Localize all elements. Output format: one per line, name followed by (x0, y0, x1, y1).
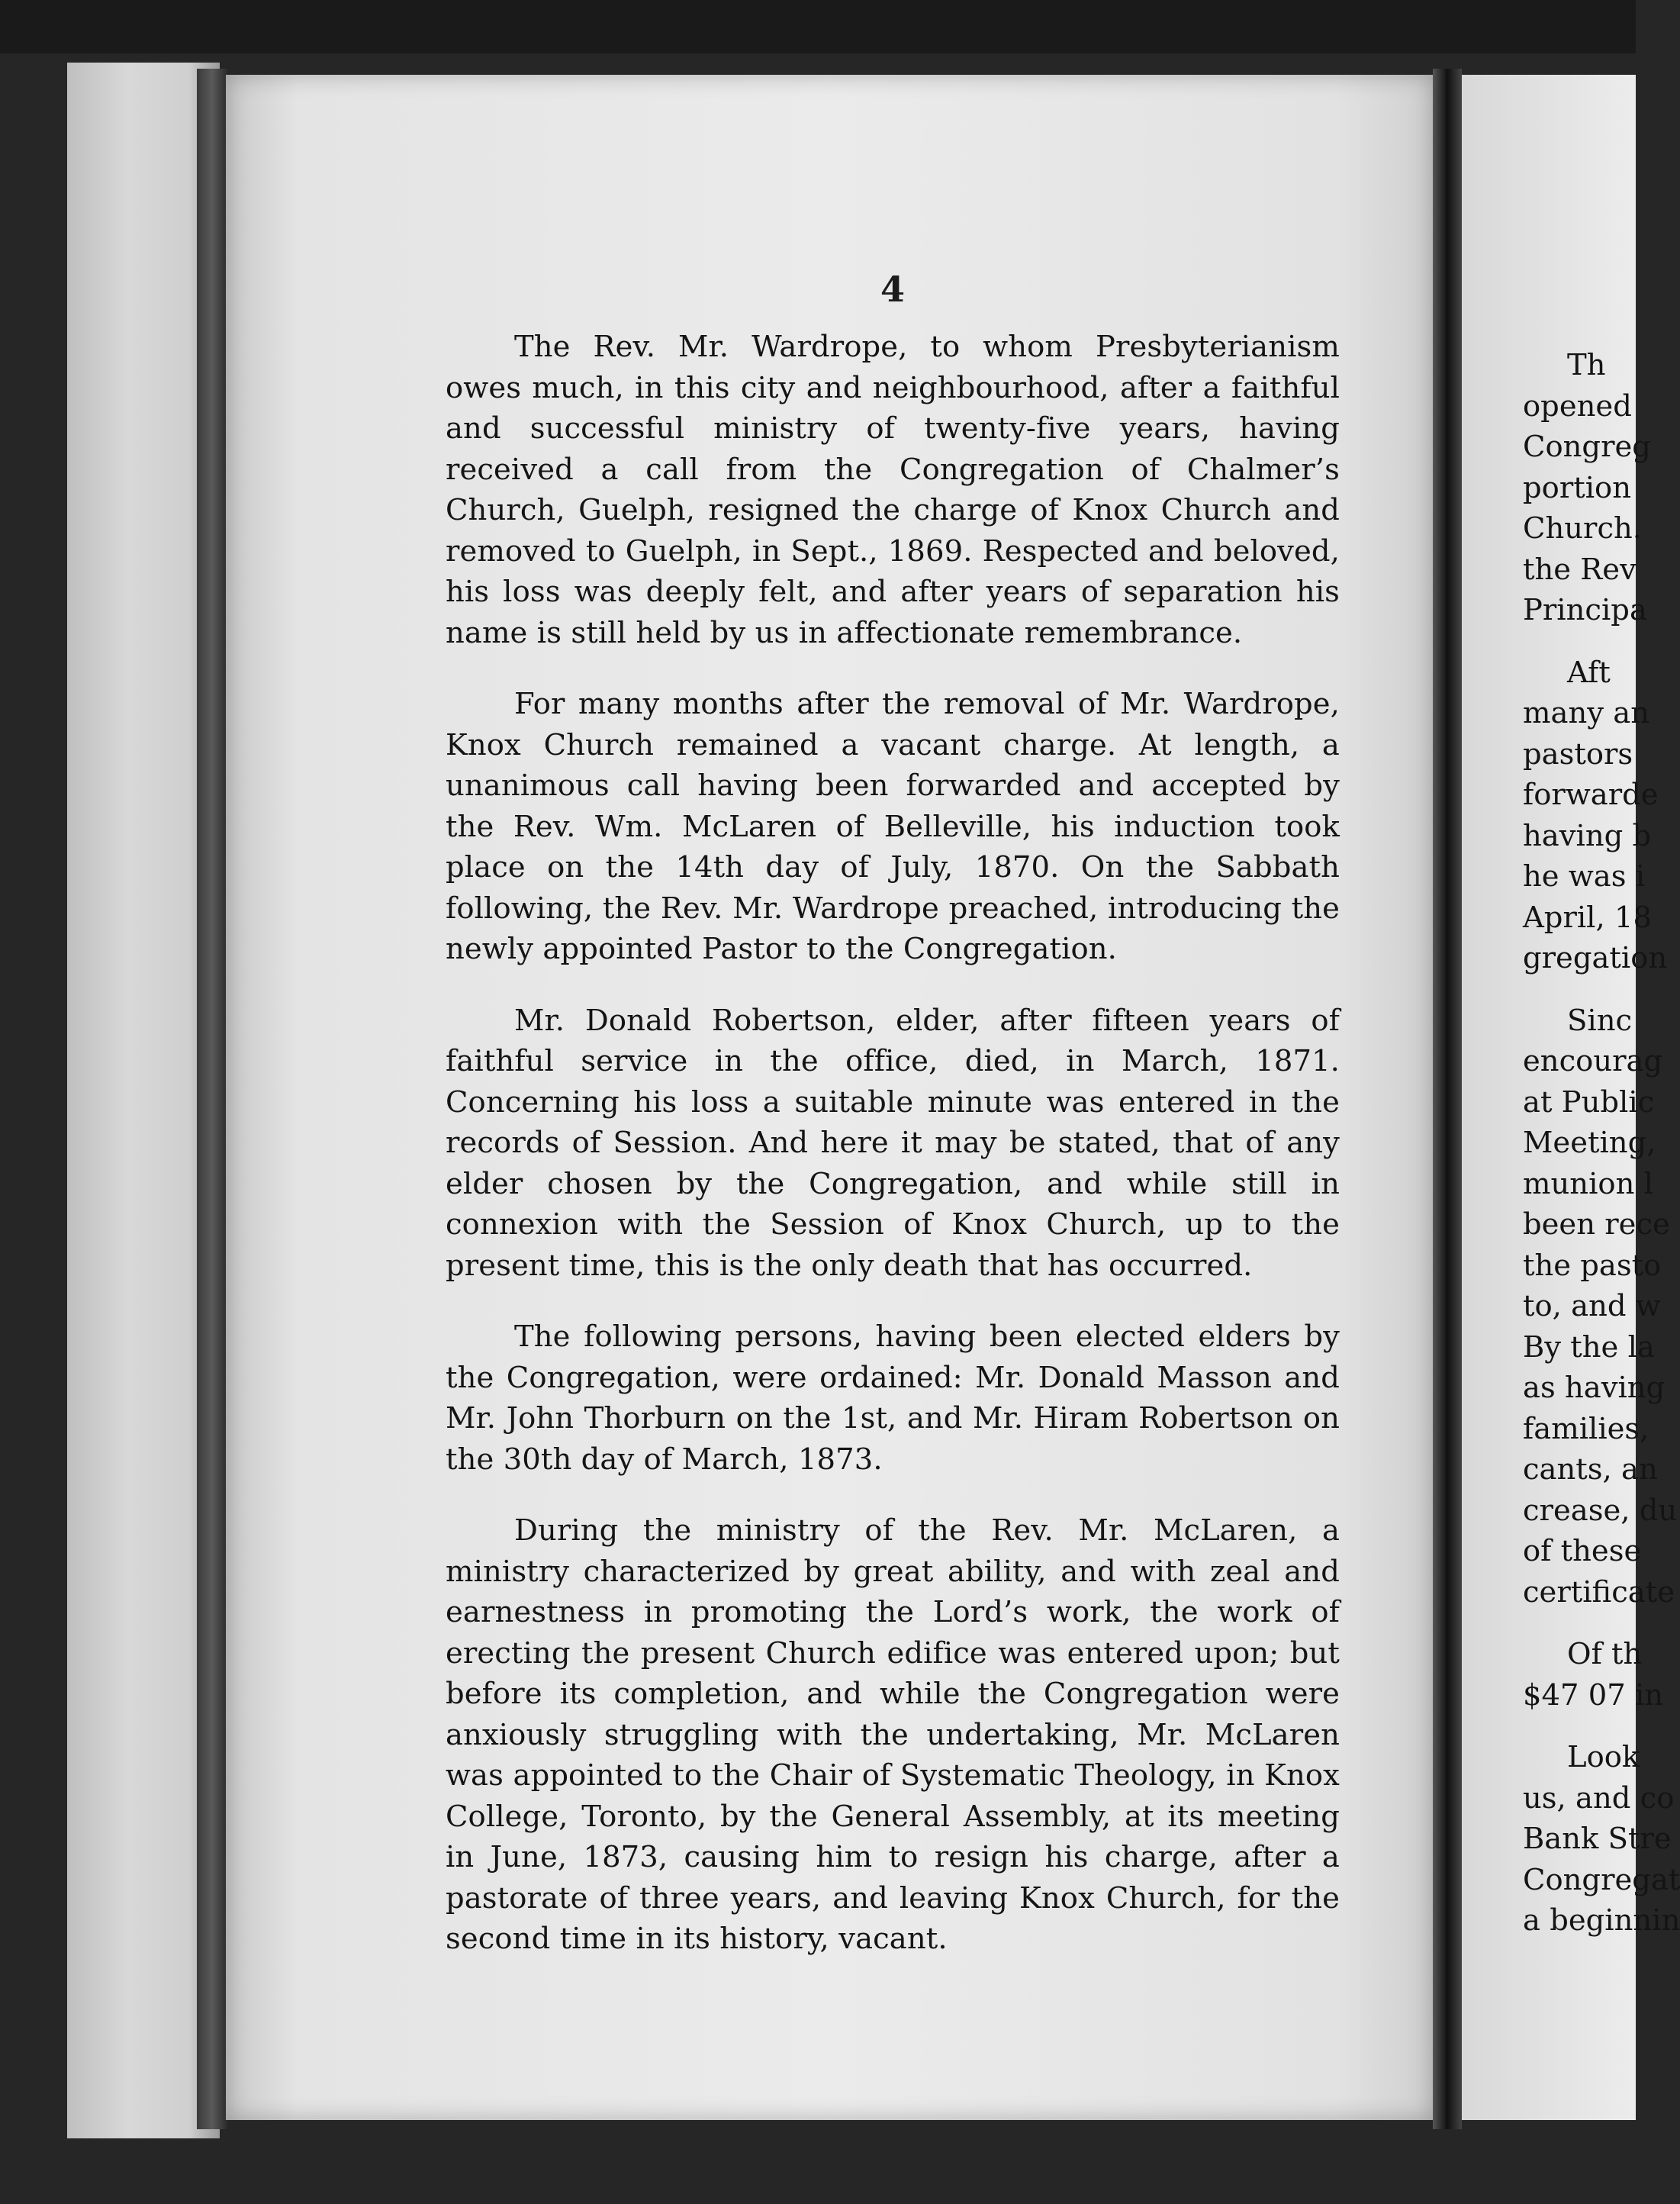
paragraph-elders-ordained: The following persons, having been elected elders by the Congregation, were ordained: Mr. Donald Masson and Mr. John Thorburn on the 1st, and Mr. Hiram Robertson on the 30th day of March, 1873. (446, 1320, 1340, 1477)
right-line: encourag (1523, 1044, 1663, 1078)
right-line: Congregat (1523, 1862, 1680, 1897)
right-line: having b (1523, 818, 1652, 853)
right-line: forwarde (1523, 778, 1659, 812)
right-line: the pasto (1523, 1248, 1662, 1283)
right-line: opened (1523, 388, 1632, 424)
paragraph-robertson-death: Mr. Donald Robertson, elder, after fifteen years of faithful service in the office, died, in March, 1871. Concerning his loss a suitable minute was entered in the records of Session. And here it may be stated, that of any elder chosen by the Congregation, and while still in connexion with the Session of Knox Church, up to the present time, this is the only death that has occurred. (446, 1003, 1340, 1283)
left-page-text (446, 327, 1340, 1990)
paragraph-mclaren-induction: For many months after the removal of Mr. Wardrope, Knox Church remained a vacant charge. At length, a unanimous call having been forwarded and accepted by the Rev. Wm. McLaren of Belleville, his induction took place on the 14th day of July, 1870. On the Sabbath following, the Rev. Mr. Wardrope preached, introducing the newly appointed Pastor to the Congregation. (446, 687, 1340, 966)
right-line: Meeting, (1523, 1126, 1656, 1160)
right-line: as having (1523, 1371, 1666, 1405)
right-line: Of th (1567, 1637, 1643, 1671)
right-line: families, (1523, 1411, 1649, 1446)
right-line: portion (1523, 470, 1631, 505)
page-number: 4 (880, 269, 905, 310)
right-line: Aft (1567, 655, 1611, 690)
book-spine (197, 69, 227, 2129)
right-line: many an (1523, 696, 1649, 730)
right-line: at Public (1523, 1084, 1655, 1120)
right-line: the Rev (1523, 552, 1637, 587)
right-line: cants, an (1523, 1452, 1658, 1487)
right-line: Congreg (1523, 430, 1651, 464)
right-line: been rece (1523, 1207, 1670, 1242)
right-line: to, and w (1523, 1289, 1661, 1323)
right-page-text (1523, 345, 1680, 1941)
right-line: Church. (1523, 511, 1643, 546)
right-line: certificate (1523, 1574, 1675, 1610)
right-line: By the la (1523, 1329, 1655, 1365)
right-line: Principa (1523, 593, 1647, 627)
scan-background (0, 0, 1636, 53)
right-line: crease, du (1523, 1493, 1678, 1528)
page-gutter (1433, 69, 1462, 2129)
right-line: a beginnin (1523, 1903, 1680, 1938)
right-line: of these (1523, 1534, 1642, 1568)
paragraph-mclaren-ministry: During the ministry of the Rev. Mr. McLaren, a ministry characterized by great ability, and with zeal and earnestness in promoting the Lord’s work, the work of erecting the present Church edifice was entered upon; but before its completion, and while the Congregation were anxiously struggling with the undertaking, Mr. McLaren was appointed to the Chair of Systematic Theology, in Knox College, Toronto, by the General Assembly, at its meeting in June, 1873, causing him to resign his charge, after a pastorate of three years, and leaving Knox Church, for the second time in its history, vacant. (446, 1513, 1340, 1956)
right-line: us, and co (1523, 1780, 1675, 1816)
right-line: Bank Stre (1523, 1822, 1672, 1856)
paragraph-wardrope-departure: The Rev. Mr. Wardrope, to whom Presbyterianism owes much, in this city and neighbourhood, after a faithful and successful ministry of twenty-five years, having received a call from the Congregation of Chalmer’s Church, Guelph, resigned the charge of Knox Church and removed to Guelph, in Sept., 1869. Respected and beloved, his loss was deeply felt, and after years of separation his name is still held by us in affectionate remembrance. (446, 330, 1340, 650)
right-line: April, 18 (1523, 900, 1652, 935)
right-line: Look (1567, 1740, 1640, 1774)
right-line: Th (1567, 348, 1606, 382)
right-line: pastors (1523, 736, 1633, 772)
right-line: gregation (1523, 941, 1668, 975)
right-line: he was i (1523, 859, 1646, 894)
right-line: munion l (1523, 1166, 1653, 1201)
right-line: Sinc (1567, 1003, 1633, 1038)
right-line: $47 07 in (1523, 1677, 1664, 1713)
